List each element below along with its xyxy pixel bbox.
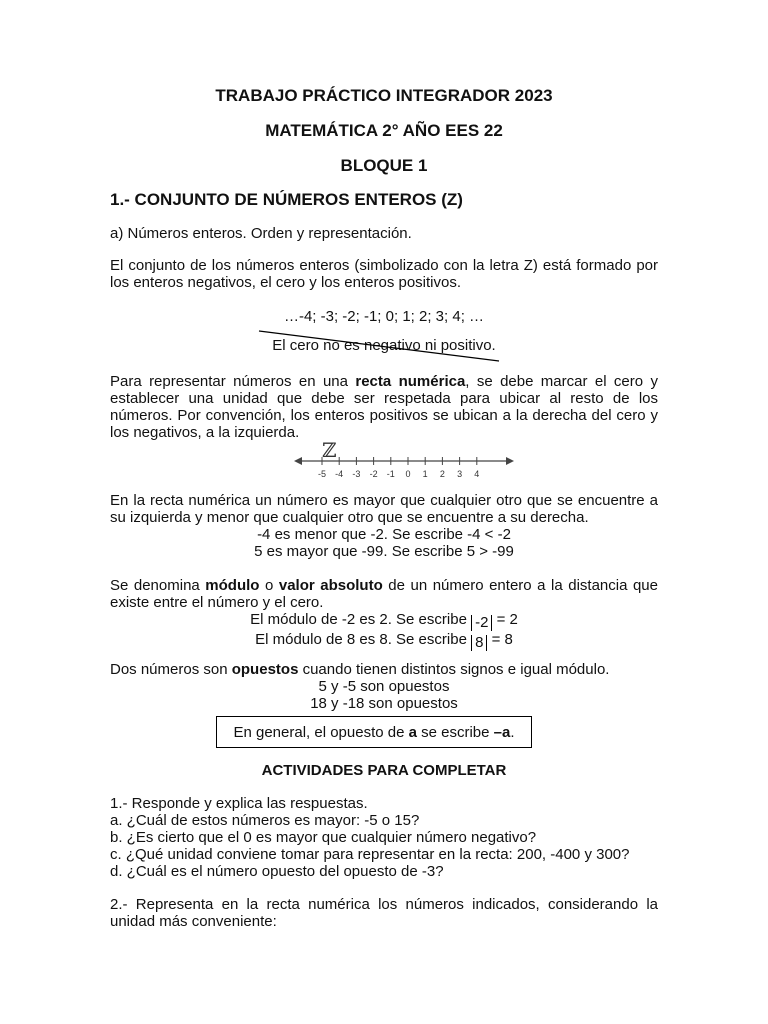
block-title: BLOQUE 1 [340, 156, 428, 175]
subsection-a: a) Números enteros. Orden y representación. [110, 225, 412, 242]
modulo-paragraph [110, 577, 658, 611]
question-1a: a. ¿Cuál de estos números es mayor: -5 o 15? [110, 812, 420, 829]
integers-symbol: ℤ [322, 438, 337, 462]
general-rule-box [216, 716, 532, 748]
box-text-mid: se escribe [421, 723, 490, 741]
number-line-figure [294, 440, 514, 484]
question-1-head: 1.- Responde y explica las respuestas. [110, 795, 368, 812]
tick-label: -5 [317, 469, 326, 479]
modulo-ex2-result: = 8 [487, 631, 513, 648]
intro-paragraph: El conjunto de los números enteros (simbolizado con la letra Z) está formado por los enteros negativos, el cero y los enteros positivos. [110, 257, 658, 291]
tick-label: -3 [352, 469, 361, 479]
modulo-examples [0, 611, 768, 651]
question-1 [110, 795, 670, 880]
modulo-text-post: de un número entero a la distancia que existe entre el número y el cero. [110, 577, 658, 611]
modulo-ex2-text: El módulo de 8 es 8. Se escribe [255, 631, 472, 648]
modulo-example-1 [0, 611, 768, 631]
opuestos-text-post: cuando tienen distintos signos e igual módulo. [298, 661, 610, 678]
arrow-left-icon [294, 457, 302, 465]
order-paragraph: En la recta numérica un número es mayor que cualquier otro que se encuentre a su izquierda y menor que cualquier otro que se encuentre a su derecha. [110, 492, 658, 526]
opuestos-example-1: 5 y -5 son opuestos [318, 678, 450, 695]
question-1c: c. ¿Qué unidad conviene tomar para representar en la recta: 200, -400 y 300? [110, 846, 630, 863]
question-1b: b. ¿Es cierto que el 0 es mayor que cualquier número negativo? [110, 829, 537, 846]
order-example-1: -4 es menor que -2. Se escribe -4 < -2 [257, 526, 511, 543]
modulo-ex1-result: = 2 [492, 611, 518, 628]
modulo-ex2-value: 8 [471, 635, 487, 651]
modulo-example-2 [0, 631, 768, 651]
valor-absoluto-bold: valor absoluto [278, 577, 383, 594]
opuestos-text-pre: Dos números son [110, 661, 232, 678]
recta-text-pre: Para representar números en una [110, 373, 356, 390]
question-1d: d. ¿Cuál es el número opuesto del opuesto de -3? [110, 863, 444, 880]
recta-paragraph [110, 373, 658, 441]
activities-title: ACTIVIDADES PARA COMPLETAR [261, 762, 507, 779]
strike-line [256, 326, 502, 366]
tick-label: 4 [474, 469, 480, 479]
modulo-text-pre: Se denomina [110, 577, 206, 594]
tick-label: -2 [369, 469, 378, 479]
modulo-bold: módulo [205, 577, 260, 594]
zero-note: El cero no es negativo ni positivo. [272, 337, 496, 354]
tick-label: -4 [335, 469, 344, 479]
tick-label: 0 [405, 469, 411, 479]
question-2: 2.- Representa en la recta numérica los números indicados, considerando la unidad más conveniente: [110, 896, 658, 930]
box-neg-a: –a [493, 723, 511, 741]
opuestos-bold: opuestos [231, 661, 299, 678]
opuestos-example-2: 18 y -18 son opuestos [310, 695, 458, 712]
document-title: TRABAJO PRÁCTICO INTEGRADOR 2023 [215, 86, 553, 105]
box-text-end: . [510, 723, 515, 741]
modulo-ex1-value: -2 [471, 615, 492, 631]
tick-label: -1 [386, 469, 395, 479]
subject-title: MATEMÁTICA 2° AÑO EES 22 [265, 121, 503, 140]
arrow-right-icon [506, 457, 514, 465]
box-text-pre: En general, el opuesto de [233, 723, 405, 741]
modulo-ex1-text: El módulo de -2 es 2. Se escribe [250, 611, 472, 628]
tick-label: 2 [439, 469, 445, 479]
opuestos-paragraph [110, 661, 658, 678]
box-a: a [408, 723, 417, 741]
integer-sequence: …-4; -3; -2; -1; 0; 1; 2; 3; 4; … [283, 308, 485, 325]
recta-bold: recta numérica [355, 373, 466, 390]
tick-label: 3 [457, 469, 463, 479]
recta-text-post: , se debe marcar el cero y establecer una unidad que debe ser respetada para ubicar al resto de los números. Por convención, los enteros positivos se ubican a la derecha del cero y los negativos, a la izquierda. [110, 373, 658, 441]
modulo-text-mid: o [259, 577, 279, 594]
tick-label: 1 [422, 469, 428, 479]
section-heading: 1.- CONJUNTO DE NÚMEROS ENTEROS (Z) [110, 190, 463, 209]
order-example-2: 5 es mayor que -99. Se escribe 5 > -99 [254, 543, 514, 560]
